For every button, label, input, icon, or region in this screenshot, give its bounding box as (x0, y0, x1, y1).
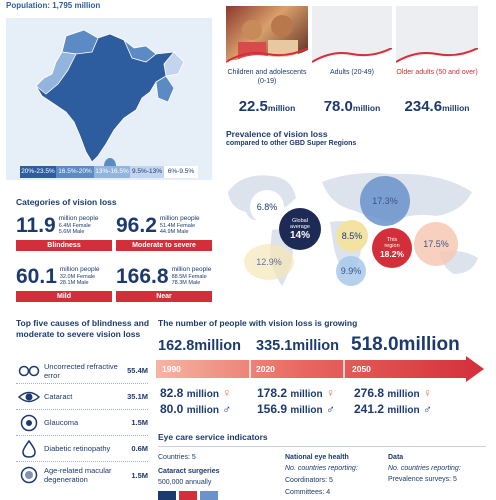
category-moderate: 96.2 million people 51.4M Female 44.9M Male Moderate to severe (116, 214, 212, 251)
indicator-national-title: National eye health (285, 454, 349, 461)
category-bar: Mild (16, 291, 112, 302)
total-1990: 162.8million (158, 338, 242, 354)
cataract-color-strip (158, 491, 218, 500)
indicator-national-sub: No. countries reporting: (285, 465, 358, 472)
legend-item: 20%-23.5% (20, 166, 56, 178)
cause-label: Cataract (44, 392, 73, 401)
growth-title: The number of people with vision loss is growing (158, 318, 358, 328)
eye-icon (16, 387, 42, 407)
age-value: 78.0million (323, 98, 381, 115)
cause-row (16, 410, 148, 436)
age-label: Older adults (50 and over) (396, 69, 478, 76)
legend-item: 16.5%-20% (56, 166, 94, 178)
age-card-older (396, 6, 478, 124)
indicator-data-sub: No. countries reporting: (388, 465, 461, 472)
male-icon: ♂ (325, 402, 335, 416)
glaucoma-icon (16, 413, 42, 433)
female-icon: ♀ (325, 386, 335, 400)
female-icon: ♀ (422, 386, 432, 400)
category-mild: 60.1 million people 32.0M Female 28.1M Male Mild (16, 265, 112, 302)
indicator-countries: Countries: 5 (158, 454, 196, 461)
male-2050: 241.2 million ♂ (354, 402, 432, 416)
female-2020: 178.2 million ♀ (257, 386, 335, 400)
bubble-global-average: Global average 14% (279, 208, 321, 250)
bubble-12-9: 12.9% (244, 244, 294, 280)
growth-arrow (156, 356, 486, 382)
map-legend (20, 166, 198, 178)
indicator-prevalence-surveys: Prevalence surveys: 5 (388, 476, 457, 483)
world-map-bubbles (222, 152, 492, 302)
categories-title: Categories of vision loss (16, 197, 117, 207)
south-asia-map (6, 18, 212, 180)
bubble-9-9: 9.9% (336, 256, 366, 286)
bubble-this-region: This region 18.2% (372, 228, 412, 268)
age-value: 234.6million (404, 98, 470, 115)
bubble-17-5: 17.5% (414, 222, 458, 266)
female-2050: 276.8 million ♀ (354, 386, 432, 400)
bubble-8-5: 8.5% (336, 220, 368, 252)
male-1990: 80.0 million ♂ (160, 402, 232, 416)
category-near: 166.8 million people 88.5M Female 78.3M Male Near (116, 265, 212, 300)
card-wave (396, 48, 478, 66)
droplet-icon (16, 439, 42, 459)
age-card-adults (312, 6, 392, 124)
cause-value: 55.4M (127, 366, 148, 375)
card-wave (312, 48, 392, 66)
bubble-6-8: 6.8% (250, 190, 284, 224)
male-2020: 156.9 million ♂ (257, 402, 335, 416)
card-wave (226, 48, 308, 66)
female-1990: 82.8 million ♀ (160, 386, 232, 400)
indicator-cataract-value: 500,000 annually (158, 479, 212, 486)
category-blindness: 11.9 million people 6.4M Female 5.6M Male Blindness (16, 214, 112, 251)
legend-item: 9.5%-13% (130, 166, 164, 178)
cause-value: 1.5M (131, 418, 148, 427)
bubble-17-3: 17.3% (360, 176, 410, 226)
cause-value: 0.6M (131, 444, 148, 453)
legend-item: 6%-9.5% (164, 166, 198, 178)
glasses-icon (16, 361, 42, 381)
indicator-data-title: Data (388, 454, 404, 461)
prevalence-subtitle: compared to other GBD Super Regions (226, 140, 357, 147)
cause-label: Uncorrected refractive error (44, 361, 118, 380)
indicators-title: Eye care service indicators (158, 432, 268, 442)
indicators-divider (158, 446, 486, 447)
cause-value: 1.5M (131, 470, 148, 480)
total-2050: 518.0million (351, 334, 460, 355)
legend-item: 13%-16.5% (94, 166, 130, 178)
category-bar: Moderate to severe (116, 240, 212, 251)
age-value: 22.5million (238, 98, 296, 115)
cause-row (16, 384, 148, 410)
causes-title: Top five causes of blindness and moderate to severe vision loss (16, 318, 150, 339)
age-label: Adults (20-49) (330, 69, 374, 76)
indicator-cataract-title: Cataract surgeries (158, 468, 220, 475)
age-label: Children and adolescents (0-19) (227, 69, 307, 85)
category-bar: Blindness (16, 240, 112, 251)
population-label: Population: 1,795 million (6, 1, 101, 10)
cause-label: Age-related macular degeneration (44, 466, 112, 484)
cause-row (16, 462, 148, 488)
indicator-coordinators: Coordinators: 5 (285, 477, 333, 484)
year-1990: 1990 (162, 364, 181, 374)
female-icon: ♀ (222, 386, 232, 400)
south-asia-map-svg (6, 18, 212, 180)
age-card-children (226, 6, 308, 124)
cause-value: 35.1M (127, 392, 148, 401)
male-icon: ♂ (222, 402, 232, 416)
cause-label: Diabetic retinopathy (44, 444, 111, 453)
cause-label: Glaucoma (44, 418, 79, 427)
prevalence-title: Prevalence of vision loss (226, 129, 328, 139)
total-2020: 335.1million (256, 338, 340, 354)
macular-icon (16, 465, 42, 485)
male-icon: ♂ (422, 402, 432, 416)
cause-row (16, 358, 148, 384)
indicator-committees: Committees: 4 (285, 489, 331, 496)
year-2020: 2020 (256, 364, 275, 374)
year-2050: 2050 (352, 364, 371, 374)
cause-row (16, 436, 148, 462)
category-bar: Near (116, 291, 212, 302)
